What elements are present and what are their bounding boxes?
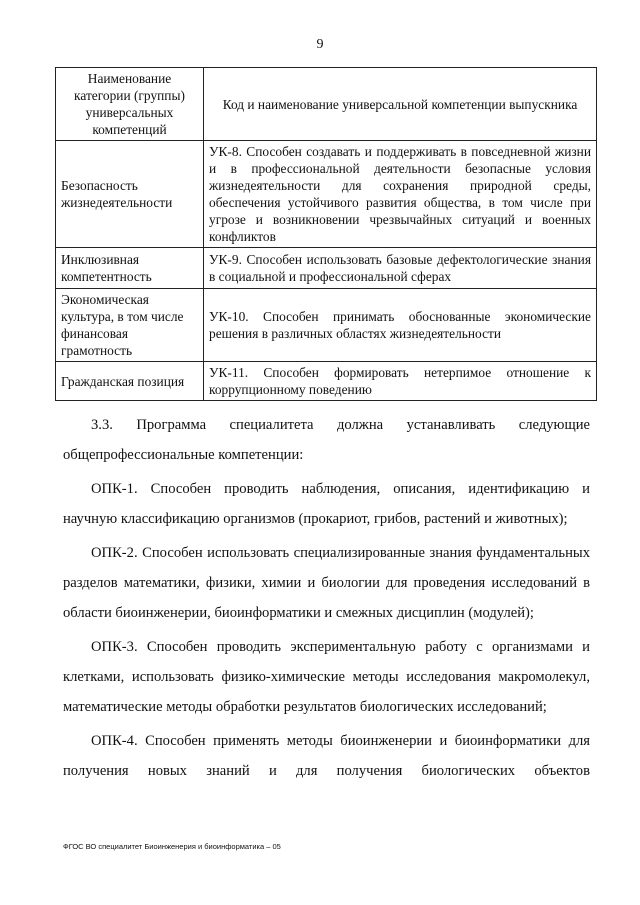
- row-competence: УК-9. Способен использовать базовые дефектологические знания в социальной и профессиональной сферах: [204, 248, 597, 289]
- row-competence: УК-8. Способен создавать и поддерживать в повседневной жизни и в профессиональной деятельности безопасные условия жизнедеятельности для сохранения природной среды, обеспечения устойчивого развития общества, в том числе при угрозе и возникновении чрезвычайных ситуаций и военных конфликтов: [204, 141, 597, 248]
- row-competence: УК-11. Способен формировать нетерпимое отношение к коррупционному поведению: [204, 362, 597, 401]
- body-text: [63, 410, 590, 790]
- row-category: Безопасность жизнедеятельности: [56, 141, 204, 248]
- paragraph-opk-1: ОПК-1. Способен проводить наблюдения, описания, идентификацию и научную классификацию организмов (прокариот, грибов, растений и животных);: [63, 481, 590, 527]
- paragraph-opk-4: ОПК-4. Способен применять методы биоинженерии и биоинформатики для получения новых знаний и для получения биологических объектов: [63, 733, 590, 779]
- row-competence: УК-10. Способен принимать обоснованные экономические решения в различных областях жизнедеятельности: [204, 289, 597, 362]
- table-row: [56, 362, 597, 401]
- paragraph-opk-3: ОПК-3. Способен проводить экспериментальную работу с организмами и клетками, использовать физико-химические методы исследования макромолекул, математические методы обработки результатов биологических исследований;: [63, 639, 590, 715]
- table-row: [56, 289, 597, 362]
- footer-text: ФГОС ВО специалитет Биоинженерия и биоинформатика – 05: [63, 842, 281, 851]
- paragraph-opk-2: ОПК-2. Способен использовать специализированные знания фундаментальных разделов математики, физики, химии и биологии для проведения исследований в области биоинженерии, биоинформатики и смежных дисциплин (модулей);: [63, 545, 590, 621]
- header-competence: Код и наименование универсальной компетенции выпускника: [204, 68, 597, 141]
- row-category: Экономическая культура, в том числе финансовая грамотность: [56, 289, 204, 362]
- header-category: Наименование категории (группы) универсальных компетенций: [56, 68, 204, 141]
- table-row: [56, 141, 597, 248]
- page-number: 9: [316, 37, 324, 52]
- table-row: [56, 248, 597, 289]
- table-header-row: [56, 68, 597, 141]
- competence-table: [55, 67, 597, 401]
- paragraph-3-3: 3.3. Программа специалитета должна устанавливать следующие общепрофессиональные компетенции:: [63, 417, 590, 463]
- row-category: Гражданская позиция: [56, 362, 204, 401]
- row-category: Инклюзивная компетентность: [56, 248, 204, 289]
